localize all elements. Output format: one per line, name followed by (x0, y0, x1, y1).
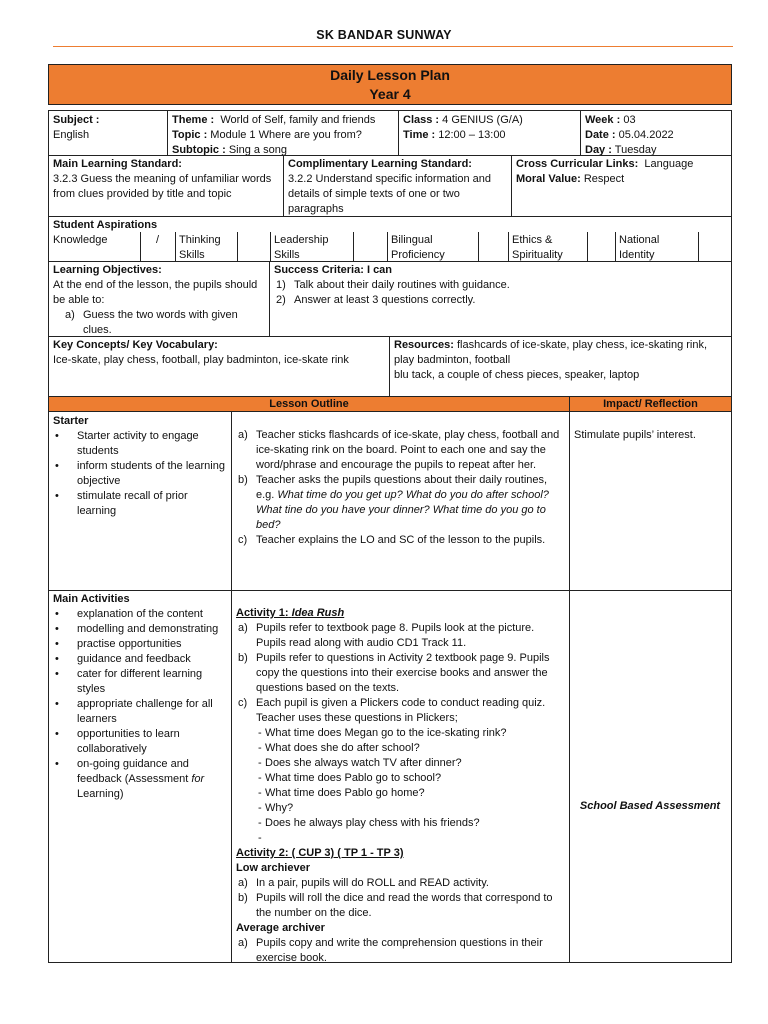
objectives-table (48, 262, 732, 337)
main-activities-label: Main Activities (53, 593, 130, 605)
lesson-outline-header: Lesson Outline (49, 397, 569, 412)
quiz-question: - What time does Megan go to the ice-skating rink? (236, 726, 563, 741)
subject-label: Subject : (53, 114, 100, 126)
objectives-cell (49, 262, 269, 337)
main-bullet: • guidance and feedback (53, 652, 227, 667)
aspiration-national: National Identity (619, 234, 660, 261)
success-criteria-cell: Success Criteria: I can 1) Talk about their daily routines with guidance. 2) Answer at least 3 questions correctly. (274, 264, 510, 306)
comp-standard-label: Complimentary Learning Standard: (288, 158, 472, 170)
activity-1-step: c) Each pupil is given a Plickers code to conduct reading quiz. Teacher uses these questions in Plickers; (238, 697, 546, 724)
impact-header: Impact/ Reflection (569, 397, 731, 412)
standards-table (48, 156, 732, 217)
resources-label: Resources: (394, 339, 454, 351)
quiz-question: - What time does Pablo go home? (236, 786, 563, 801)
activity-2-title: Activity 2: ( CUP 3) ( TP 1 - TP 3) (236, 847, 404, 859)
vocabulary-table (48, 337, 732, 397)
theme-cell (168, 112, 400, 156)
quiz-question: - What does she do after school? (236, 741, 563, 756)
aspiration-bilingual: Bilingual Proficiency (391, 234, 445, 261)
starter-cell (49, 413, 231, 520)
success-criterion-1: Talk about their daily routines with guidance. (294, 279, 510, 291)
quiz-question (236, 831, 563, 846)
starter-bullet: • inform students of the learning objective (53, 459, 227, 489)
theme-label: Theme : (172, 114, 215, 126)
main-bullet: • opportunities to learn collaboratively (53, 727, 227, 757)
quiz-question: - Does she always watch TV after dinner? (236, 756, 563, 771)
main-impact: School Based Assessment (579, 800, 721, 812)
low-achiever-step: a) In a pair, pupils will do ROLL and READ activity. (238, 877, 489, 889)
topic-value: Module 1 Where are you from? (210, 129, 362, 141)
main-standard-text: 3.2.3 Guess the meaning of unfamiliar words from clues provided by title and topic (53, 173, 272, 200)
activity-1-step: a) Pupils refer to textbook page 8. Pupils look at the picture. Pupils read along with audio CD1 Track 11. (238, 622, 535, 649)
starter-steps-cell (232, 427, 567, 549)
aspiration-knowledge: Knowledge (53, 234, 108, 246)
main-bullet: • explanation of the content (53, 607, 227, 622)
success-criteria-suffix: I can (366, 264, 393, 276)
success-criteria-label: Success Criteria: (274, 264, 364, 276)
starter-bullet: • stimulate recall of prior learning (53, 489, 227, 519)
subject-cell (49, 112, 167, 144)
main-bullet: • cater for different learning styles (53, 667, 227, 697)
vocabulary-label: Key Concepts/ Key Vocabulary: (53, 339, 218, 351)
average-achiever-label: Average archiver (236, 922, 325, 934)
activity-1-title: Activity 1: (236, 607, 289, 619)
header-rule (53, 46, 733, 47)
main-bullet: • appropriate challenge for all learners (53, 697, 227, 727)
starter-impact: Stimulate pupils’ interest. (574, 429, 696, 441)
main-standard-label: Main Learning Standard: (53, 158, 182, 170)
moral-label: Moral Value: (516, 173, 581, 185)
low-achiever-label: Low archiever (236, 862, 310, 874)
aspiration-thinking: Thinking Skills (179, 234, 221, 261)
lesson-outline-table (48, 397, 732, 963)
day-label: Day : (585, 144, 612, 156)
cross-value: Language (644, 158, 694, 170)
subject-value: English (53, 129, 90, 141)
school-name: SK BANDAR SUNWAY (316, 28, 452, 42)
title-line-1: Daily Lesson Plan (330, 67, 450, 83)
objectives-label: Learning Objectives: (53, 264, 162, 276)
activity-1-name: Idea Rush (291, 607, 345, 619)
aspiration-ethics: Ethics & Spirituality (512, 234, 563, 261)
starter-bullet: • Starter activity to engage students (53, 429, 227, 459)
aspiration-knowledge-mark: / (155, 234, 160, 246)
time-label: Time : (403, 129, 436, 141)
main-bullet: • practise opportunities (53, 637, 227, 652)
objective-marker: a) (65, 309, 75, 321)
main-bullet: • modelling and demonstrating (53, 622, 227, 637)
cross-curricular-cell (512, 156, 732, 188)
quiz-question: - Does he always play chess with his friends? (236, 816, 563, 831)
class-label: Class : (403, 114, 440, 126)
average-achiever-step: a) Pupils copy and write the comprehension questions in their exercise book. (238, 937, 543, 963)
time-value: 12:00 – 13:00 (438, 129, 506, 141)
activity-1-step: b) Pupils refer to questions in Activity 2 textbook page 9. Pupils copy the questions into their exercise books and answer the questions based on the texts. (238, 652, 550, 694)
moral-value: Respect (583, 173, 625, 185)
week-cell (581, 112, 731, 156)
resources-text-2: blu tack, a couple of chess pieces, speaker, laptop (394, 369, 640, 381)
aspirations-table (48, 217, 732, 262)
main-bullet: • on-going guidance and feedback (Assessment for Learning) (53, 757, 227, 802)
title-banner (48, 64, 732, 105)
week-value: 03 (623, 114, 636, 126)
week-label: Week : (585, 114, 621, 126)
comp-standard-text: 3.2.2 Understand specific information and details of simple texts of one or two paragraphs (288, 173, 492, 215)
success-criterion-2: Answer at least 3 questions correctly. (294, 294, 476, 306)
main-activities-cell (49, 591, 231, 803)
day-value: Tuesday (614, 144, 657, 156)
objectives-intro: At the end of the lesson, the pupils should be able to: (53, 279, 258, 306)
cross-label: Cross Curricular Links: (516, 158, 639, 170)
aspirations-label: Student Aspirations (53, 219, 158, 231)
topic-label: Topic : (172, 129, 208, 141)
aspiration-leadership: Leadership Skills (274, 234, 329, 261)
theme-value: World of Self, family and friends (220, 114, 376, 126)
subtopic-label: Subtopic : (172, 144, 226, 156)
starter-step: c) Teacher explains the LO and SC of the lesson to the pupils. (238, 534, 546, 546)
title-line-2: Year 4 (369, 86, 411, 102)
subtopic-value: Sing a song (228, 144, 287, 156)
quiz-question: - Why? (236, 801, 563, 816)
comp-standard-cell (284, 156, 510, 217)
date-value: 05.04.2022 (618, 129, 674, 141)
main-steps-cell (232, 605, 567, 963)
resources-cell (390, 337, 730, 384)
starter-step: a) Teacher sticks flashcards of ice-skate, play chess, football and ice-skating rink on the board. Point to each one and say the word/phrase and encourage the pupils to repeat after her. (238, 429, 560, 471)
class-cell (399, 112, 580, 144)
low-achiever-step: b) Pupils will roll the dice and read the words that correspond to the number on the dice. (238, 892, 553, 919)
resources-text-1: flashcards of ice-skate, play chess, ice-skating rink, play badminton, football (394, 339, 708, 366)
info-table (48, 110, 732, 156)
objective-item: Guess the two words with given clues. (83, 309, 238, 336)
vocabulary-text: Ice-skate, play chess, football, play badminton, ice-skate rink (53, 354, 349, 366)
main-standard-cell (49, 156, 281, 203)
date-label: Date : (585, 129, 616, 141)
quiz-question: - What time does Pablo go to school? (236, 771, 563, 786)
starter-label: Starter (53, 415, 89, 427)
starter-step: b) Teacher asks the pupils questions about their daily routines, e.g. What time do you get up? What do you do after school? What tine do you have your dinner? What time do you go to bed? (238, 474, 549, 531)
vocabulary-cell (49, 337, 389, 369)
class-value: 4 GENIUS (G/A) (442, 114, 523, 126)
